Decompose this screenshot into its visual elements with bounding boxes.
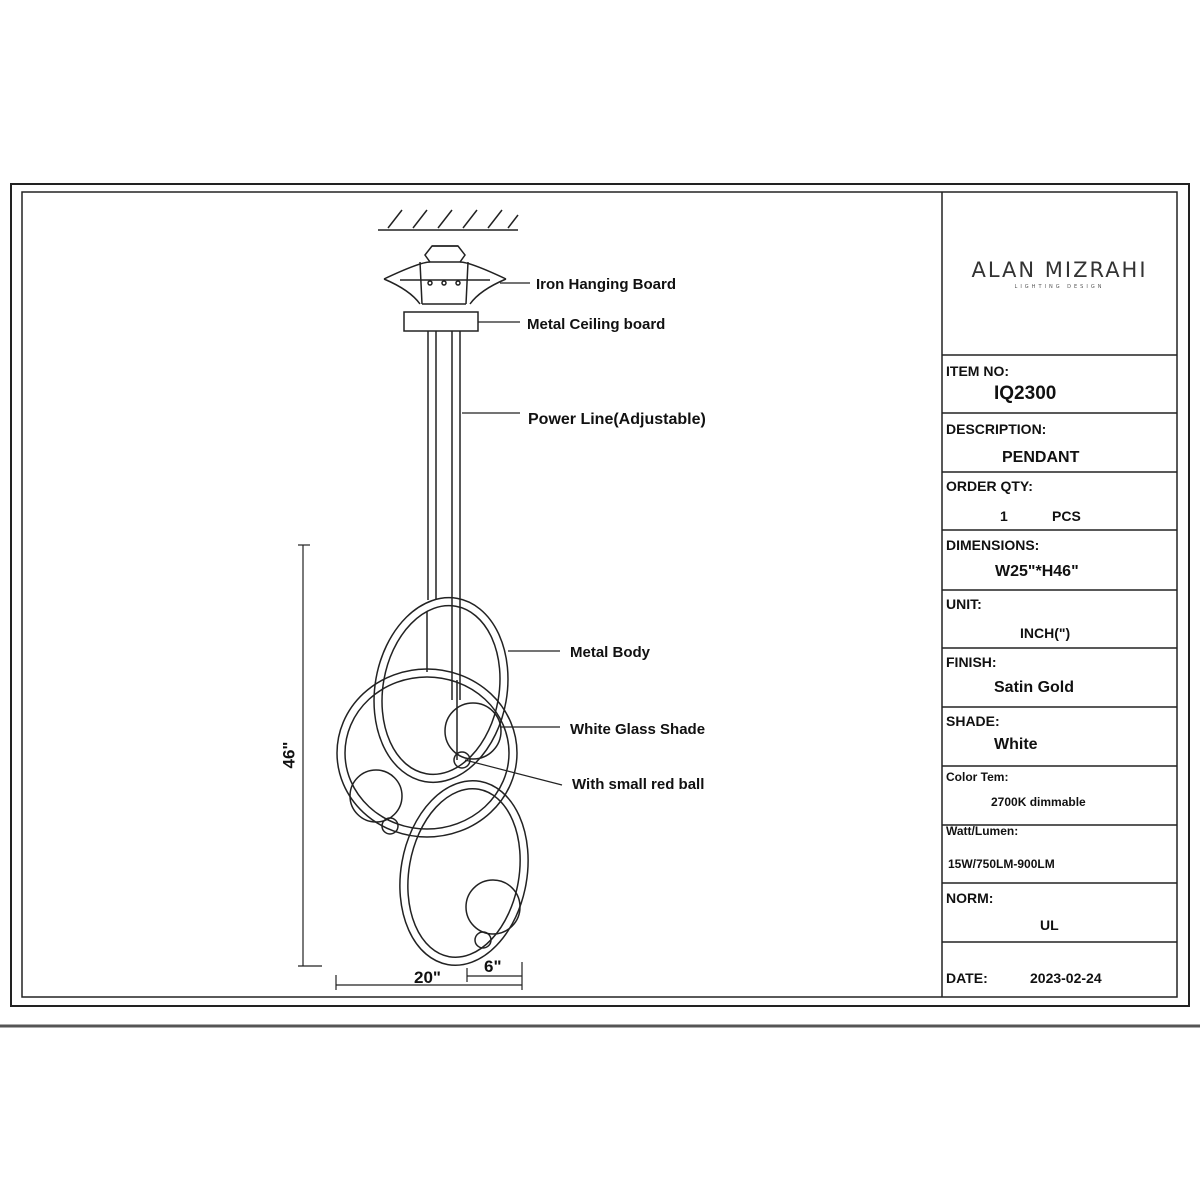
label-white-glass-shade: White Glass Shade <box>570 721 706 738</box>
power-lines <box>427 331 460 760</box>
color-temp-label: Color Tem: <box>946 770 1009 784</box>
inner-frame <box>22 192 1177 997</box>
title-block-grid <box>942 192 1177 997</box>
dimension-height: 46" <box>279 741 299 769</box>
dimensions-value: W25"*H46" <box>995 563 1079 580</box>
label-small-red-ball: With small red ball <box>572 776 705 793</box>
shade-label: SHADE: <box>946 713 1000 729</box>
order-qty-unit: PCS <box>1052 508 1081 524</box>
glass-shades <box>350 703 520 948</box>
dimension-ball: 6" <box>484 957 502 976</box>
label-metal-body: Metal Body <box>570 644 651 661</box>
watt-label: Watt/Lumen: <box>946 824 1019 838</box>
finish-value: Satin Gold <box>994 679 1074 696</box>
metal-ceiling-board-drawing <box>404 312 478 331</box>
metal-body-rings <box>337 587 542 976</box>
brand-logo: ALAN MIZRAHI <box>971 258 1148 282</box>
finish-label: FINISH: <box>946 654 997 670</box>
shade-value: White <box>994 736 1038 753</box>
date-value: 2023-02-24 <box>1030 970 1102 986</box>
order-qty-label: ORDER QTY: <box>946 478 1033 494</box>
leader-lines <box>462 283 562 785</box>
watt-value: 15W/750LM-900LM <box>948 857 1055 871</box>
norm-label: NORM: <box>946 890 994 906</box>
unit-value: INCH(") <box>1020 625 1071 641</box>
label-metal-ceiling-board: Metal Ceiling board <box>527 316 666 333</box>
description-label: DESCRIPTION: <box>946 421 1047 437</box>
description-value: PENDANT <box>1002 449 1080 466</box>
label-iron-hanging-board: Iron Hanging Board <box>536 276 676 293</box>
order-qty-value: 1 <box>1000 508 1008 524</box>
dimension-width: 20" <box>414 968 441 987</box>
dimensions-label: DIMENSIONS: <box>946 537 1040 553</box>
color-temp-value: 2700K dimmable <box>991 795 1086 809</box>
label-power-line: Power Line(Adjustable) <box>528 411 706 428</box>
unit-label: UNIT: <box>946 596 982 612</box>
date-label: DATE: <box>946 970 988 986</box>
norm-value: UL <box>1040 917 1059 933</box>
item-no-label: ITEM NO: <box>946 363 1009 379</box>
iron-hanging-board-drawing <box>384 246 506 304</box>
item-no-value: IQ2300 <box>994 383 1057 404</box>
brand-subtitle: LIGHTING DESIGN <box>1014 284 1105 290</box>
ceiling-hatch <box>378 210 518 230</box>
